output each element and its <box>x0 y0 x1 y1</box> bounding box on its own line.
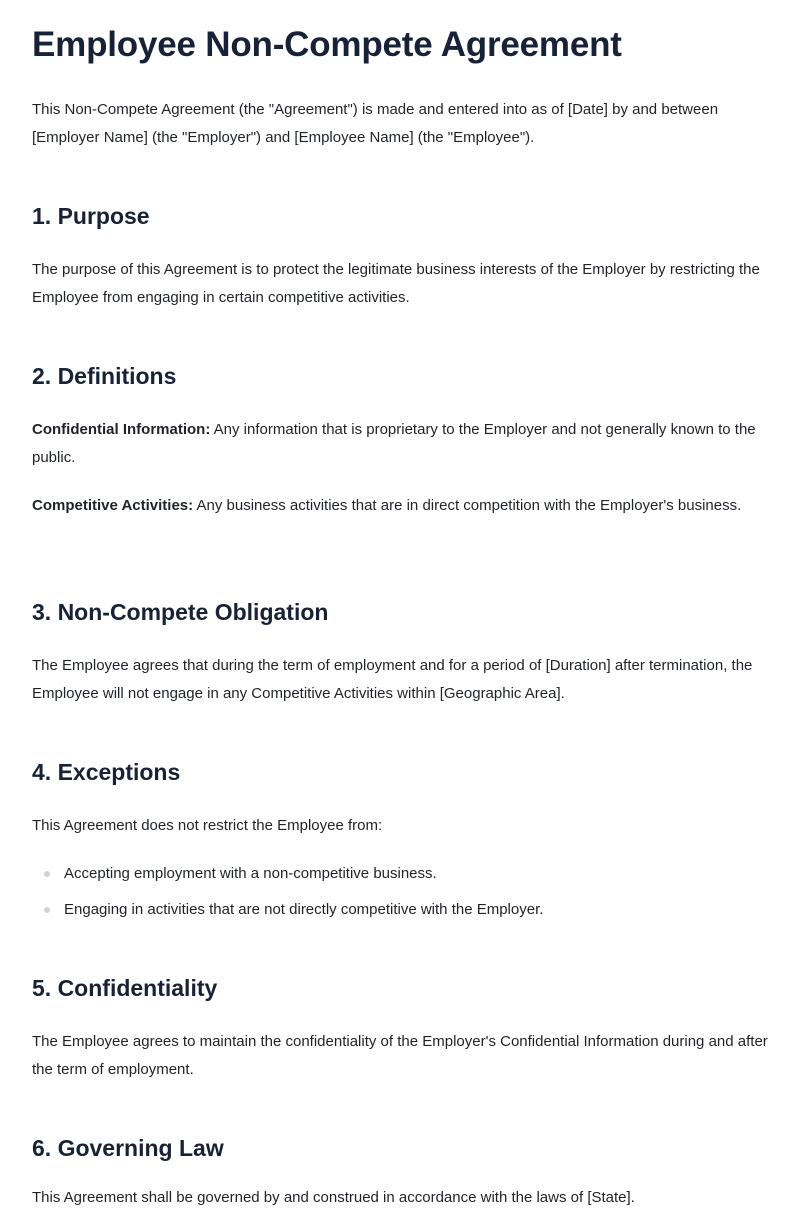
document-title: Employee Non-Compete Agreement <box>32 25 622 64</box>
list-item-text: Accepting employment with a non-competitive business. <box>64 865 437 882</box>
definition-term: Competitive Activities: <box>32 497 194 514</box>
list-item <box>32 900 772 920</box>
bullet-icon <box>44 907 50 913</box>
section-exceptions <box>32 757 772 787</box>
bullet-icon <box>44 871 50 877</box>
definition-description: Any business activities that are in direct competition with the Employer's business. <box>193 497 742 514</box>
exceptions-list <box>32 864 772 936</box>
section-text: The Employee agrees to maintain the confidentiality of the Employer's Confidential Information during and after the term of employment. <box>32 1033 768 1078</box>
section-text: The Employee agrees that during the term of employment and for a period of [Duration] after termination, the Employee will not engage in any Competitive Activities within [Geographic Area]. <box>32 657 753 702</box>
section-confidentiality-body <box>32 1028 772 1084</box>
section-heading: 6. Governing Law <box>32 1135 224 1161</box>
list-item <box>32 864 772 884</box>
section-confidentiality <box>32 973 772 1003</box>
intro-paragraph <box>32 96 772 152</box>
section-text: The purpose of this Agreement is to protect the legitimate business interests of the Employer by restricting the Employee from engaging in certain competitive activities. <box>32 261 760 306</box>
definition-confidential-information <box>32 416 772 472</box>
definition-text <box>32 416 772 472</box>
definition-text <box>32 492 772 520</box>
section-governing-law <box>32 1133 772 1163</box>
section-non-compete-obligation <box>32 597 772 627</box>
definition-term: Confidential Information: <box>32 421 211 438</box>
section-definitions <box>32 361 772 391</box>
section-heading: 1. Purpose <box>32 203 150 229</box>
definition-description: Any information that is proprietary to the Employer and not generally known to the public. <box>32 421 756 466</box>
section-heading: 5. Confidentiality <box>32 975 218 1001</box>
bullet-list <box>32 864 772 920</box>
section-heading: 2. Definitions <box>32 363 177 389</box>
intro-text: This Non-Compete Agreement (the "Agreement") is made and entered into as of [Date] by and between [Employer Name] (the "Employer") and [Employee Name] (the "Employee"). <box>32 101 719 146</box>
section-non-compete-body <box>32 652 772 708</box>
section-heading: 3. Non-Compete Obligation <box>32 599 329 625</box>
section-exceptions-body <box>32 812 772 840</box>
section-purpose-body <box>32 256 772 312</box>
section-purpose <box>32 201 772 231</box>
list-item-text: Engaging in activities that are not directly competitive with the Employer. <box>64 901 544 918</box>
section-governing-law-body <box>32 1184 772 1212</box>
definition-competitive-activities <box>32 492 772 520</box>
section-heading: 4. Exceptions <box>32 759 181 785</box>
section-text: This Agreement does not restrict the Employee from: <box>32 817 383 834</box>
section-text: This Agreement shall be governed by and construed in accordance with the laws of [State]. <box>32 1189 635 1206</box>
